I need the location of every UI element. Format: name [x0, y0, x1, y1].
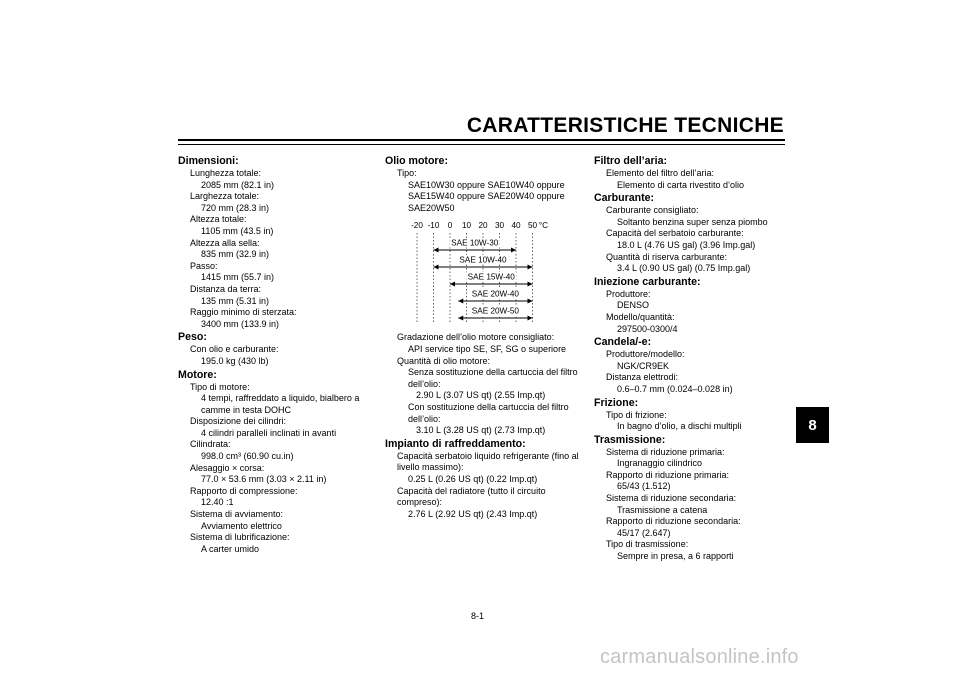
- title-rule: [178, 139, 785, 141]
- spec-line: 0.25 L (0.26 US qt) (0.22 Imp.qt): [408, 473, 538, 484]
- spec-line: 297500-0300/4: [617, 323, 678, 334]
- spec-line: camme in testa DOHC: [201, 404, 292, 415]
- spec-line: 2.76 L (2.92 US qt) (2.43 Imp.qt): [408, 508, 538, 519]
- arrow-left-icon: [458, 316, 463, 321]
- spec-line: NGK/CR9EK: [617, 360, 670, 371]
- spec-line: SAE20W50: [408, 202, 455, 213]
- page-number: 8-1: [471, 611, 485, 621]
- spec-line: Sistema di riduzione secondaria:: [606, 493, 737, 504]
- spec-line: Carburante consigliato:: [606, 205, 699, 216]
- spec-line: DENSO: [617, 300, 650, 311]
- spec-line: Tipo di motore:: [190, 381, 250, 392]
- spec-column-1: [178, 154, 368, 555]
- section-heading: Peso:: [178, 331, 207, 344]
- temp-tick-label: 50: [527, 221, 538, 231]
- spec-line: Passo:: [190, 260, 218, 271]
- spec-line: 1105 mm (43.5 in): [201, 225, 274, 236]
- spec-line: Produttore:: [606, 288, 651, 299]
- spec-line: 3.10 L (3.28 US qt) (2.73 Imp.qt): [416, 425, 546, 436]
- spec-line: Rapporto di compressione:: [190, 485, 298, 496]
- spec-line: API service tipo SE, SF, SG o superiore: [408, 343, 567, 354]
- spec-line: Altezza alla sella:: [190, 237, 260, 248]
- temp-tick-label: 20: [478, 221, 488, 231]
- arrow-right-icon: [528, 282, 533, 287]
- grade-label: SAE 10W-30: [451, 238, 499, 248]
- spec-line: Sistema di avviamento:: [190, 509, 284, 520]
- spec-line: Modello/quantità:: [606, 311, 675, 322]
- spec-line: 3400 mm (133.9 in): [201, 318, 280, 329]
- spec-line: compreso):: [397, 497, 443, 508]
- spec-line: Ingranaggio cilindrico: [617, 458, 703, 469]
- spec-line: Alesaggio × corsa:: [190, 462, 265, 473]
- temp-tick-label: -10: [427, 221, 440, 231]
- title-rule-thin: [178, 144, 785, 145]
- arrow-right-icon: [528, 316, 533, 321]
- spec-line: livello massimo):: [397, 462, 464, 473]
- section-heading: Iniezione carburante:: [594, 275, 701, 288]
- spec-line: 135 mm (5.31 in): [201, 295, 270, 306]
- spec-line: Soltanto benzina super senza piombo: [617, 216, 768, 227]
- page-title: CARATTERISTICHE TECNICHE: [466, 114, 784, 137]
- spec-line: Trasmissione a catena: [617, 504, 708, 515]
- spec-line: Avviamento elettrico: [201, 520, 282, 531]
- spec-line: Distanza elettrodi:: [606, 372, 679, 383]
- spec-line: Capacità del serbatoio carburante:: [606, 228, 744, 239]
- spec-line: Altezza totale:: [190, 214, 247, 225]
- spec-line: Disposizione dei cilindri:: [190, 416, 287, 427]
- spec-line: Larghezza totale:: [190, 191, 260, 202]
- section-heading: Dimensioni:: [178, 155, 239, 167]
- spec-line: dell’olio:: [408, 378, 441, 389]
- section-heading: Motore:: [178, 368, 217, 381]
- spec-line: Capacità serbatoio liquido refrigerante (fino al: [397, 450, 579, 461]
- spec-line: SAE10W30 oppure SAE10W40 oppure: [408, 179, 565, 190]
- spec-line: 720 mm (28.3 in): [201, 202, 270, 213]
- spec-line: 3.4 L (0.90 US gal) (0.75 Imp.gal): [617, 263, 751, 274]
- grade-label: SAE 15W-40: [467, 272, 515, 282]
- section-heading: Carburante:: [594, 192, 655, 205]
- section-heading: Filtro dell’aria:: [594, 155, 667, 167]
- temp-tick-label: 40: [511, 221, 521, 231]
- arrow-left-icon: [458, 299, 463, 304]
- section-tab: 8: [796, 407, 829, 443]
- spec-line: dell’olio:: [408, 413, 441, 424]
- spec-line: 12.40 :1: [201, 497, 234, 508]
- arrow-left-icon: [434, 265, 439, 270]
- spec-line: 65/43 (1.512): [617, 481, 671, 492]
- spec-line: In bagno d’olio, a dischi multipli: [617, 421, 742, 432]
- spec-line: 0.6–0.7 mm (0.024–0.028 in): [617, 383, 733, 394]
- spec-line: 1415 mm (55.7 in): [201, 272, 275, 283]
- spec-line: 2085 mm (82.1 in): [201, 179, 275, 190]
- spec-line: 4 tempi, raffreddato a liquido, bialbero a: [201, 393, 360, 404]
- arrow-right-icon: [511, 248, 516, 253]
- grade-label: SAE 20W-50: [471, 306, 519, 316]
- spec-line: Sempre in presa, a 6 rapporti: [617, 551, 734, 562]
- section-heading: Olio motore:: [385, 155, 448, 167]
- oil-viscosity-chart: [405, 218, 565, 328]
- grade-label: SAE 10W-40: [459, 255, 507, 265]
- spec-line: Gradazione dell’olio motore consigliato:: [397, 332, 555, 343]
- spec-line: Rapporto di riduzione secondaria:: [606, 516, 741, 527]
- spec-line: SAE15W40 oppure SAE20W40 oppure: [408, 191, 565, 202]
- spec-line: Sistema di lubrificazione:: [190, 532, 290, 543]
- spec-line: 835 mm (32.9 in): [201, 249, 270, 260]
- spec-line: Lunghezza totale:: [190, 168, 262, 178]
- spec-line: Elemento di carta rivestito d’olio: [617, 179, 745, 190]
- spec-line: 998.0 cm³ (60.90 cu.in): [201, 451, 294, 462]
- spec-line: Tipo di trasmissione:: [606, 539, 689, 550]
- temp-tick-label: 10: [461, 221, 472, 231]
- spec-line: A carter umido: [201, 543, 260, 554]
- spec-line: 4 cilindri paralleli inclinati in avanti: [201, 427, 337, 438]
- section-heading: Impianto di raffreddamento:: [385, 437, 526, 450]
- spec-line: Con sostituzione della cartuccia del filtro: [408, 401, 569, 412]
- arrow-right-icon: [528, 299, 533, 304]
- spec-line: Tipo di frizione:: [606, 409, 667, 420]
- spec-line: Raggio minimo di sterzata:: [190, 307, 297, 318]
- spec-line: Sistema di riduzione primaria:: [606, 446, 725, 457]
- spec-line: Tipo:: [397, 168, 417, 178]
- spec-line: 18.0 L (4.76 US gal) (3.96 Imp.gal): [617, 239, 756, 250]
- temp-tick-label: -20: [411, 221, 423, 231]
- spec-line: 2.90 L (3.07 US qt) (2.55 Imp.qt): [416, 390, 546, 401]
- temp-tick-label: 0: [447, 221, 453, 231]
- spec-line: Produttore/modello:: [606, 349, 685, 360]
- spec-line: Rapporto di riduzione primaria:: [606, 469, 730, 480]
- spec-line: Capacità del radiatore (tutto il circuito: [397, 485, 546, 496]
- arrow-left-icon: [434, 248, 439, 253]
- spec-column-3: [594, 154, 784, 563]
- spec-line: 77.0 × 53.6 mm (3.03 × 2.11 in): [201, 474, 327, 485]
- spec-line: Elemento del filtro dell’aria:: [606, 168, 715, 178]
- watermark: carmanualsonline.info: [600, 646, 799, 668]
- spec-line: Con olio e carburante:: [190, 344, 279, 355]
- spec-line: Distanza da terra:: [190, 283, 262, 294]
- arrow-left-icon: [450, 282, 455, 287]
- grade-label: SAE 20W-40: [471, 289, 519, 299]
- spec-line: 45/17 (2.647): [617, 527, 671, 538]
- temp-unit-label: °C: [538, 221, 549, 231]
- section-heading: Frizione:: [594, 396, 639, 409]
- spec-line: Quantità di olio motore:: [397, 355, 491, 366]
- temp-tick-label: 30: [494, 221, 505, 231]
- spec-line: Quantità di riserva carburante:: [606, 251, 728, 262]
- arrow-right-icon: [528, 265, 533, 270]
- section-heading: Candela/-e:: [594, 336, 652, 349]
- section-heading: Trasmissione:: [594, 433, 666, 446]
- spec-line: 195.0 kg (430 lb): [201, 355, 269, 366]
- spec-column-2: [385, 154, 585, 520]
- spec-line: Cilindrata:: [190, 439, 231, 450]
- spec-line: Senza sostituzione della cartuccia del filtro: [408, 367, 578, 378]
